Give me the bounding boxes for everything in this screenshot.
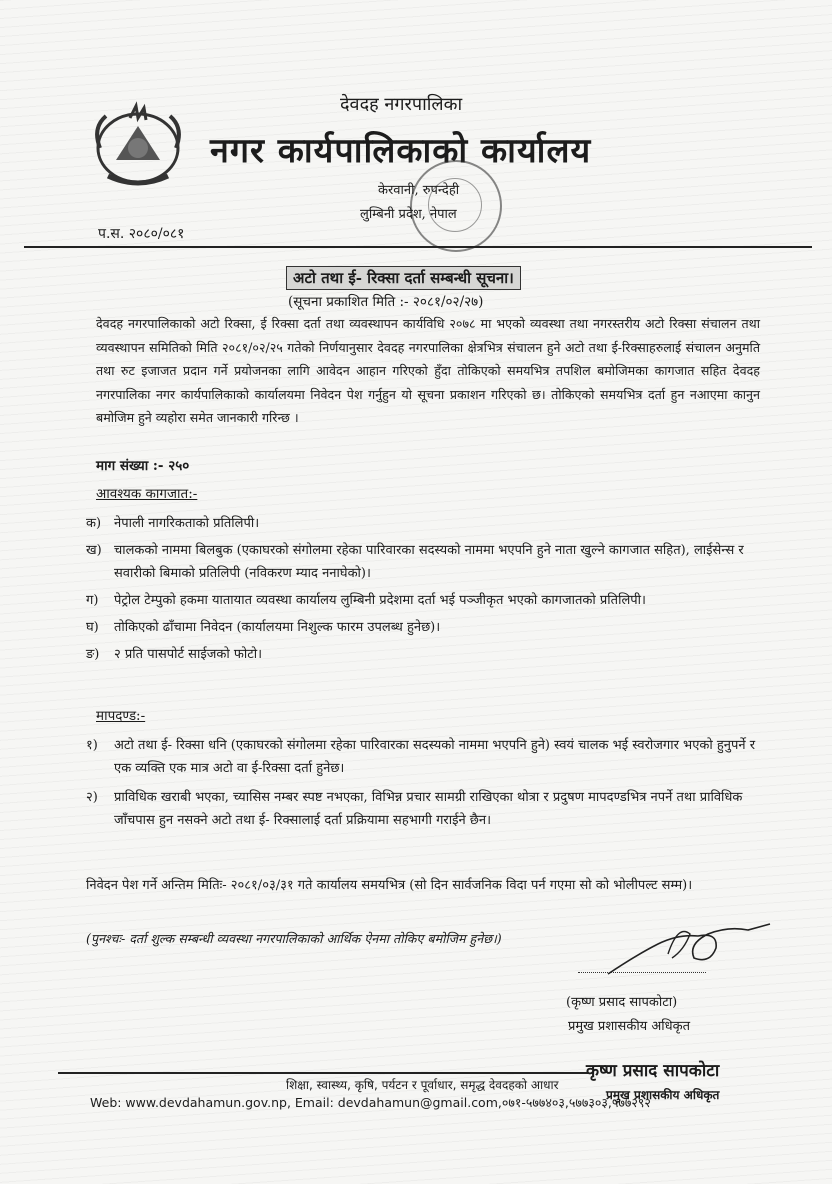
item-text: अटो तथा ई- रिक्सा धनि (एकाघरको संगोलमा रहेका पारिवारका सदस्यको नाममा भएपनि हुने) स्वयं चालक भई स्वरोजगार भएको हुनुपर्ने र एक व्यक्ति एक मात्र अटो वा ई-रिक्सा दर्ता हुनेछ। xyxy=(114,738,756,776)
address-line1: केरवानी, रुपन्देही xyxy=(378,183,460,198)
list-item xyxy=(86,734,766,780)
item-number: २) xyxy=(86,790,98,805)
item-number: क) xyxy=(86,516,102,531)
header-divider xyxy=(24,246,812,248)
demand-count: माग संख्या :- २५० xyxy=(96,458,190,474)
signatory-name: (कृष्ण प्रसाद सापकोटा) xyxy=(566,995,678,1010)
item-number: १) xyxy=(86,738,98,753)
footer-divider xyxy=(58,1072,588,1074)
signature-icon xyxy=(598,914,778,988)
title-stamp: प्रमुख प्रशासकीय अधिकृत xyxy=(606,1088,720,1102)
application-deadline: निवेदन पेश गर्ने अन्तिम मितिः- २०८१/०३/३१ गते कार्यालय समयभित्र (सो दिन सार्वजनिक विदा पर्न गएमा सो को भोलीपल्ट सम्म)। xyxy=(86,878,693,893)
item-text: चालकको नाममा बिलबुक (एकाघरको संगोलमा रहेका पारिवारका सदस्यको नाममा भएपनि हुने नाता खुल्ने कागजात सहित), लाईसेन्स र सवारीको बिमाको प्रतिलिपी (नविकरण म्याद ननाघेको)। xyxy=(114,543,744,581)
item-number: ङ) xyxy=(86,647,100,662)
notice-body: देवदह नगरपालिकाको अटो रिक्सा, ई रिक्सा दर्ता तथा व्यवस्थापन कार्यविधि २०७८ मा भएको व्यवस्था तथा नगरस्तरीय अटो रिक्सा संचालन तथा व्यवस्थापन समितिको मिति २०८१/०२/२५ गतेको निर्णयानुसार देवदह नगरपालिका क्षेत्रभित्र संचालन हुने अटो तथा ई-रिक्साहरुलाई संचालन अनुमति तथा रुट इजाजत प्रदान गर्ने प्रयोजनका लागि आवेदन आहान गरिएको हुँदा तोकिएको समयभित्र तपशिल बमोजिमका कागजात सहित देवदह नगरपालिका नगर कार्यपालिकाको कार्यालयमा निवेदन पेश गर्नुहुन यो सूचना प्रकाशन गरिएको छ। तोकिएको समयभित्र दर्ता हुन नआएमा कानुन बमोजिम हुने व्यहोरा समेत जानकारी गरिन्छ । xyxy=(96,316,760,425)
item-number: ग) xyxy=(86,593,99,608)
requirements-list xyxy=(86,512,766,670)
criteria-heading: मापदण्ड:- xyxy=(96,708,146,724)
item-text: पेट्रोल टेम्पुको हकमा यातायात व्यवस्था कार्यालय लुम्बिनी प्रदेशमा दर्ता भई पञ्जीकृत भएको कागजातको प्रतिलिपी। xyxy=(114,593,646,608)
list-item xyxy=(86,539,766,585)
list-item xyxy=(86,589,766,612)
list-item xyxy=(86,643,766,666)
list-item xyxy=(86,616,766,639)
item-text: तोकिएको ढाँचामा निवेदन (कार्यालयमा निशुल्क फारम उपलब्ध हुनेछ)। xyxy=(114,620,441,635)
reference-number: प.स. २०८०/०८१ xyxy=(98,226,185,242)
office-title: नगर कार्यपालिकाको कार्यालय xyxy=(210,131,592,171)
signatory-title: प्रमुख प्रशासकीय अधिकृत xyxy=(568,1019,691,1034)
published-date: (सूचना प्रकाशित मिति :- २०८१/०२/२७) xyxy=(288,294,484,310)
requirements-heading: आवश्यक कागजात:- xyxy=(96,486,198,502)
address-line2: लुम्बिनी प्रदेश, नेपाल xyxy=(360,207,457,222)
fee-note: (पुनश्चः- दर्ता शुल्क सम्बन्धी व्यवस्था नगरपालिकाको आर्थिक ऐनमा तोकिए बमोजिम हुनेछ।) xyxy=(86,931,502,946)
nepal-emblem-icon xyxy=(86,98,190,190)
list-item xyxy=(86,512,766,535)
footer-contact: Web: www.devdahamun.gov.np, Email: devdahamun@gmail.com,०७१-५७७४०३,५७७३०३,५७७२९२ xyxy=(90,1095,651,1110)
item-text: नेपाली नागरिकताको प्रतिलिपी। xyxy=(114,516,260,531)
org-name: देवदह नगरपालिका xyxy=(340,94,463,115)
footer-motto: शिक्षा, स्वास्थ्य, कृषि, पर्यटन र पूर्वाधार, समृद्ध देवदहको आधार xyxy=(286,1078,559,1092)
notice-subject: अटो तथा ई- रिक्सा दर्ता सम्बन्धी सूचना। xyxy=(286,266,521,290)
item-number: घ) xyxy=(86,620,99,635)
signature-line xyxy=(578,972,706,973)
list-item xyxy=(86,786,766,832)
criteria-list xyxy=(86,734,766,838)
item-number: ख) xyxy=(86,543,102,558)
item-text: २ प्रति पासपोर्ट साईजको फोटो। xyxy=(114,647,263,662)
item-text: प्राविधिक खराबी भएका, च्यासिस नम्बर स्पष्ट नभएका, विभिन्न प्रचार सामग्री राखिएका थोत्रा र प्रदुषण मापदण्डभित्र नपर्ने तथा प्राविधिक जाँचपास हुन नसक्ने अटो तथा ई- रिक्सालाई दर्ता प्रक्रियामा सहभागी गराईने छैन। xyxy=(114,790,743,828)
name-stamp: कृष्ण प्रसाद सापकोटा xyxy=(586,1061,720,1081)
